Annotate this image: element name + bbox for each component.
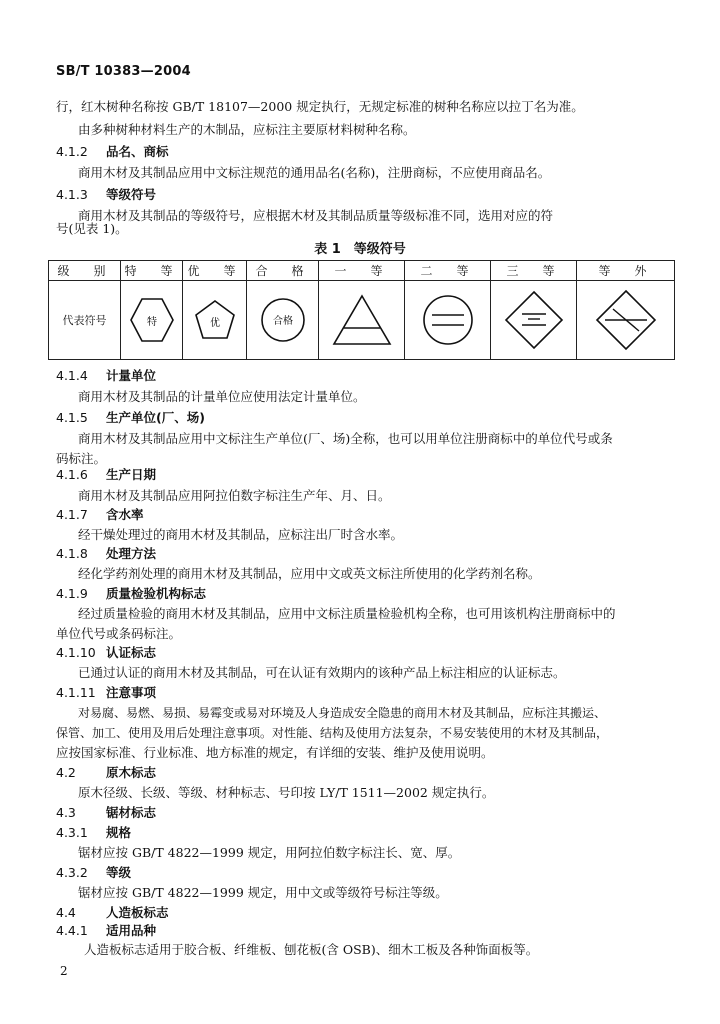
body-text: 商用木材及其制品应用中文标注规范的通用品名(名称)，注册商标，不应使用商品名。 <box>78 165 551 180</box>
section-heading-4-1-2: 4.1.2 品名、商标 <box>56 144 169 159</box>
second-grade-cell <box>405 281 491 360</box>
body-text: 应按国家标准、行业标准、地方标准的规定，有详细的安装、维护及使用说明。 <box>56 745 494 760</box>
standard-code: SB/T 10383—2004 <box>56 64 191 79</box>
body-text: 商用木材及其制品应用中文标注生产单位(厂、场)全称，也可以用单位注册商标中的单位代号或条 <box>78 431 613 446</box>
table-row-label: 代表符号 <box>49 281 121 360</box>
table-header-cell: 特 等 <box>121 261 183 281</box>
body-text: 号(见表 1)。 <box>56 221 128 236</box>
body-text: 由多种树种材料生产的木制品，应标注主要原材料树种名称。 <box>78 122 416 137</box>
svg-text:特: 特 <box>146 317 157 328</box>
section-heading-4-1-4: 4.1.4 计量单位 <box>56 368 157 383</box>
body-text: 已通过认证的商用木材及其制品，可在认证有效期内的该种产品上标注相应的认证标志。 <box>78 665 566 680</box>
body-text: 商用木材及其制品应用阿拉伯数字标注生产年、月、日。 <box>78 488 391 503</box>
table-header-cell: 一 等 <box>319 261 405 281</box>
body-text: 锯材应按 GB/T 4822—1999 规定，用阿拉伯数字标注长、宽、厚。 <box>78 845 461 860</box>
body-text: 码标注。 <box>56 451 107 466</box>
section-heading-4-1-7: 4.1.7 含水率 <box>56 507 144 522</box>
svg-text:合格: 合格 <box>272 316 293 327</box>
table-header-cell: 等 外 <box>577 261 675 281</box>
diamond-crossed-symbol <box>593 287 659 353</box>
body-text: 锯材应按 GB/T 4822—1999 规定，用中文或等级符号标注等级。 <box>78 885 448 900</box>
section-heading-4-1-5: 4.1.5 生产单位(厂、场) <box>56 410 205 425</box>
page-number: 2 <box>60 964 68 978</box>
pentagon-symbol <box>192 297 238 343</box>
svg-text:优: 优 <box>209 318 220 329</box>
first-grade-cell <box>319 281 405 360</box>
table-header-cell: 优 等 <box>183 261 247 281</box>
section-heading-4-3-2: 4.3.2 等级 <box>56 865 132 880</box>
body-text: 保管、加工、使用及用后处理注意事项。对性能、结构及使用方法复杂，不易安装使用的木材及其制品， <box>56 726 609 740</box>
section-heading-4-1-11: 4.1.11 注意事项 <box>56 685 157 700</box>
table-header-cell: 合 格 <box>247 261 319 281</box>
table-header-cell: 级 别 <box>49 261 121 281</box>
table-caption: 表 1 等级符号 <box>314 242 406 257</box>
circle-double-line-symbol <box>420 292 476 348</box>
third-grade-cell <box>491 281 577 360</box>
body-text: 商用木材及其制品的等级符号，应根据木材及其制品质量等级标准不同，选用对应的符 <box>78 208 554 223</box>
off-grade-cell <box>577 281 675 360</box>
excellent-grade-cell <box>183 281 247 360</box>
section-heading-4-3-1: 4.3.1 规格 <box>56 825 132 840</box>
section-heading-4-1-10: 4.1.10 认证标志 <box>56 645 157 660</box>
body-text: 商用木材及其制品的计量单位应使用法定计量单位。 <box>78 389 366 404</box>
body-text: 经过质量检验的商用木材及其制品，应用中文标注质量检验机构全称，也可用该机构注册商标中的 <box>78 606 616 621</box>
section-heading-4-1-8: 4.1.8 处理方法 <box>56 546 157 561</box>
grade-symbol-table <box>48 260 675 360</box>
body-text: 行，红木树种名称按 GB/T 18107—2000 规定执行，无规定标准的树种名称应以拉丁名为准。 <box>56 99 584 114</box>
table-header-cell: 二 等 <box>405 261 491 281</box>
section-heading-4-3: 4.3 锯材标志 <box>56 805 157 820</box>
section-heading-4-1-6: 4.1.6 生产日期 <box>56 467 157 482</box>
body-text: 对易腐、易燃、易损、易霉变或易对环境及人身造成安全隐患的商用木材及其制品，应标注其搬运、 <box>78 706 607 720</box>
section-heading-4-1-9: 4.1.9 质量检验机构标志 <box>56 586 207 601</box>
section-heading-4-4: 4.4 人造板标志 <box>56 905 169 920</box>
body-text: 经化学药剂处理的商用木材及其制品，应用中文或英文标注所使用的化学药剂名称。 <box>78 566 541 581</box>
triangle-symbol <box>330 292 394 348</box>
circle-symbol <box>258 295 308 345</box>
hexagon-symbol <box>128 295 176 345</box>
section-heading-4-1-3: 4.1.3 等级符号 <box>56 187 157 202</box>
qualified-grade-cell <box>247 281 319 360</box>
diamond-symbol <box>502 288 566 352</box>
body-text: 经干燥处理过的商用木材及其制品，应标注出厂时含水率。 <box>78 527 404 542</box>
section-heading-4-2: 4.2 原木标志 <box>56 765 157 780</box>
special-grade-cell <box>121 281 183 360</box>
body-text: 原木径级、长级、等级、材种标志、号印按 LY/T 1511—2002 规定执行。 <box>78 785 495 800</box>
body-text: 人造板标志适用于胶合板、纤维板、刨花板(含 OSB)、细木工板及各种饰面板等。 <box>84 942 539 957</box>
section-heading-4-4-1: 4.4.1 适用品种 <box>56 923 157 938</box>
body-text: 单位代号或条码标注。 <box>56 626 182 641</box>
table-header-cell: 三 等 <box>491 261 577 281</box>
